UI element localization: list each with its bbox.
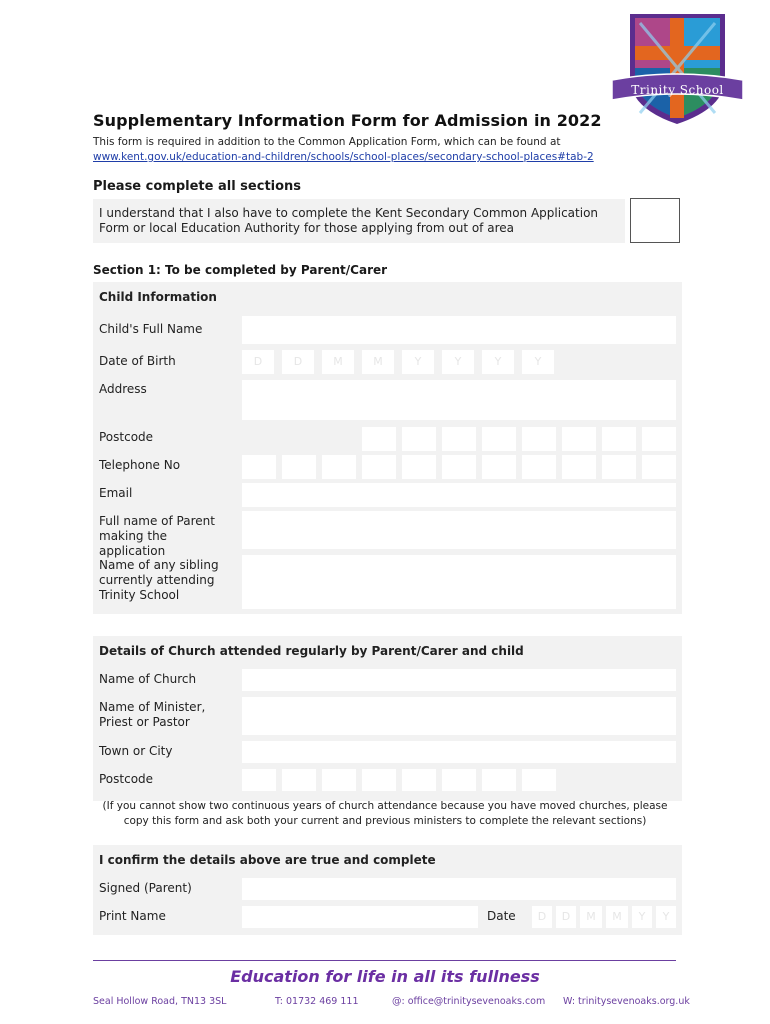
telephone-label: Telephone No [99,458,181,472]
church-postcode-cell[interactable] [482,769,516,791]
footer-email[interactable]: @: office@trinitysevenoaks.com [392,996,546,1007]
date-label: Date [487,909,516,923]
date-day-2-field[interactable]: D [556,906,576,928]
school-crest-logo [610,8,745,128]
email-label: Email [99,486,133,500]
church-postcode-cell[interactable] [522,769,556,791]
postcode-cell[interactable] [482,427,516,451]
address-label: Address [99,382,147,396]
declaration-panel [93,199,625,243]
footer-website[interactable]: W: trinitysevenoaks.org.uk [563,996,690,1007]
print-name-label: Print Name [99,909,166,923]
date-year-2-field[interactable]: Y [656,906,676,928]
dob-day-2-field[interactable]: D [282,350,314,374]
date-month-2-field[interactable]: M [606,906,628,928]
church-postcode-label: Postcode [99,772,154,786]
telephone-cell[interactable] [402,455,436,479]
minister-name-field[interactable] [242,697,676,735]
footer-phone: T: 01732 469 111 [275,996,359,1007]
section1-heading: Section 1: To be completed by Parent/Carer [93,263,388,277]
complete-all-sections-heading: Please complete all sections [93,179,302,194]
telephone-cell[interactable] [442,455,476,479]
print-name-field[interactable] [242,906,478,928]
church-name-field[interactable] [242,669,676,691]
church-attendance-note: (If you cannot show two continuous years of church attendance because you have moved churches, please copy this form and ask both your current and previous ministers to complete the relevant sections) [102,800,668,827]
postcode-cell[interactable] [602,427,636,451]
minister-name-label: Name of Minister, Priest or Pastor [99,700,206,729]
church-postcode-cell[interactable] [402,769,436,791]
telephone-cell[interactable] [522,455,556,479]
dob-month-1-field[interactable]: M [322,350,354,374]
date-day-1-field[interactable]: D [532,906,552,928]
kent-application-link[interactable]: www.kent.gov.uk/education-and-children/schools/school-places/secondary-school-places#tab-2 [93,151,594,163]
church-postcode-cell[interactable] [442,769,476,791]
postcode-cell[interactable] [522,427,556,451]
town-city-label: Town or City [99,744,173,758]
parent-name-field[interactable] [242,511,676,549]
church-details-heading: Details of Church attended regularly by Parent/Carer and child [99,644,524,658]
childs-full-name-label: Child's Full Name [99,322,203,336]
dob-year-3-field[interactable]: Y [482,350,514,374]
telephone-cell[interactable] [482,455,516,479]
childs-full-name-field[interactable] [242,316,676,344]
date-year-1-field[interactable]: Y [632,906,652,928]
date-of-birth-label: Date of Birth [99,354,176,368]
church-postcode-cell[interactable] [322,769,356,791]
postcode-cell[interactable] [362,427,396,451]
postcode-cell[interactable] [442,427,476,451]
dob-year-1-field[interactable]: Y [402,350,434,374]
form-title: Supplementary Information Form for Admission in 2022 [93,111,602,130]
date-month-1-field[interactable]: M [580,906,602,928]
confirmation-heading: I confirm the details above are true and complete [99,853,436,867]
town-city-field[interactable] [242,741,676,763]
signed-label: Signed (Parent) [99,881,192,895]
declaration-text: I understand that I also have to complete the Kent Secondary Common Application Form or local Education Authority for those applying from out of area [99,206,599,235]
postcode-label: Postcode [99,430,154,444]
sibling-name-label: Name of any sibling currently attending Trinity School [99,558,219,602]
church-postcode-cell[interactable] [282,769,316,791]
footer-divider [93,960,676,961]
postcode-cell[interactable] [642,427,676,451]
intro-sentence: This form is required in addition to the Common Application Form, which can be found at [93,136,561,148]
telephone-cell[interactable] [282,455,316,479]
parent-name-label: Full name of Parent making the application [99,514,215,558]
church-postcode-cell[interactable] [362,769,396,791]
church-postcode-cell[interactable] [242,769,276,791]
telephone-cell[interactable] [642,455,676,479]
intro-text [93,135,653,165]
dob-year-2-field[interactable]: Y [442,350,474,374]
footer-address: Seal Hollow Road, TN13 3SL [93,996,227,1007]
address-field[interactable] [242,380,676,420]
email-field[interactable] [242,483,676,507]
child-information-heading: Child Information [99,290,217,304]
postcode-cell[interactable] [562,427,596,451]
telephone-cell[interactable] [242,455,276,479]
dob-day-1-field[interactable]: D [242,350,274,374]
school-tagline: Education for life in all its fullness [230,967,540,986]
telephone-cell[interactable] [322,455,356,479]
telephone-cell[interactable] [602,455,636,479]
postcode-cell[interactable] [402,427,436,451]
sibling-name-field[interactable] [242,555,676,609]
telephone-cell[interactable] [362,455,396,479]
crest-school-name: Trinity School [631,83,724,97]
declaration-checkbox[interactable] [630,198,680,243]
dob-year-4-field[interactable]: Y [522,350,554,374]
dob-month-2-field[interactable]: M [362,350,394,374]
signature-field[interactable] [242,878,676,900]
church-name-label: Name of Church [99,672,197,686]
telephone-cell[interactable] [562,455,596,479]
